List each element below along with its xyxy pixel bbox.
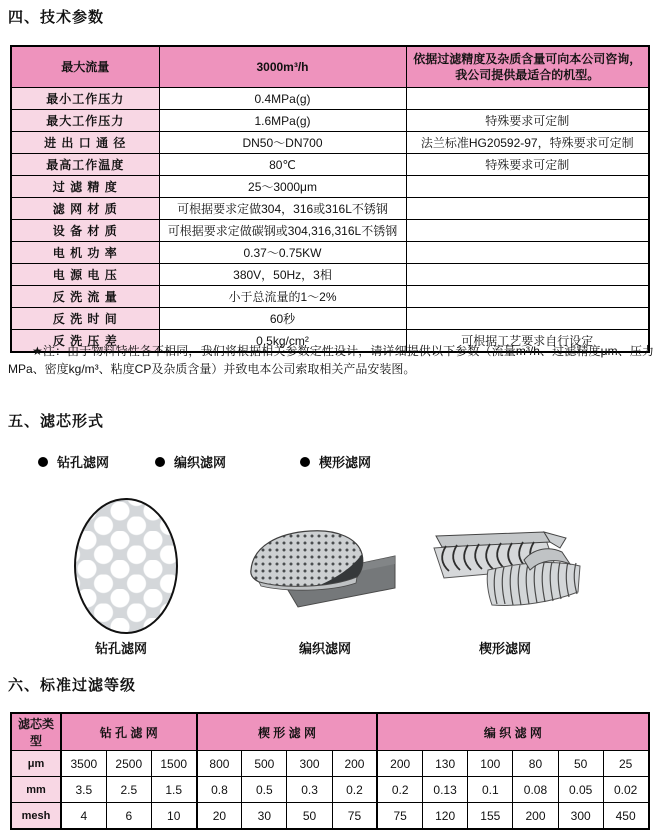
tech-table-row [11, 154, 649, 176]
param-label-cell: 电 源 电 压 [11, 264, 159, 286]
grade-value-cell: 75 [377, 803, 422, 830]
tech-table-row [11, 264, 649, 286]
grade-value-cell: 30 [242, 803, 287, 830]
param-note-cell [406, 88, 649, 110]
param-value-cell: 1.6MPa(g) [159, 110, 406, 132]
section-title-tech-params: 四、技术参数 [8, 9, 105, 26]
image-caption-wedge: 楔形滤网 [478, 641, 531, 656]
param-note-cell [406, 264, 649, 286]
tech-table-row [11, 286, 649, 308]
tech-header-row [11, 46, 649, 88]
param-note-cell: 特殊要求可定制 [406, 154, 649, 176]
drilled-screen-image [74, 498, 178, 634]
grade-value-cell: 0.3 [287, 777, 332, 803]
param-value-cell: DN50～DN700 [159, 132, 406, 154]
param-value-cell: 可根据要求定做304，316或316L不锈钢 [159, 198, 406, 220]
filtration-grade-table [10, 712, 650, 830]
param-note-cell [406, 220, 649, 242]
grade-value-cell: 200 [513, 803, 558, 830]
grade-value-cell: 1.5 [151, 777, 196, 803]
grade-value-cell: 300 [287, 751, 332, 777]
param-value-cell: 0.5kg/cm² [159, 330, 406, 353]
grade-value-cell: 0.13 [423, 777, 468, 803]
grade-value-cell: 25 [603, 751, 648, 777]
grade-group-header: 钻 孔 滤 网 [61, 713, 197, 751]
param-label-cell: 反 洗 流 量 [11, 286, 159, 308]
param-value-cell: 60秒 [159, 308, 406, 330]
grade-value-cell: 500 [242, 751, 287, 777]
grade-value-cell: 3500 [61, 751, 106, 777]
param-note-cell: 法兰标准HG20592-97，特殊要求可定制 [406, 132, 649, 154]
grade-value-cell: 0.2 [332, 777, 377, 803]
grade-value-cell: 2500 [106, 751, 151, 777]
param-label-cell: 最高工作温度 [11, 154, 159, 176]
tech-header-value: 3000m³/h [159, 46, 406, 88]
param-note-cell [406, 176, 649, 198]
section-title-filtration-grades: 六、标准过滤等级 [8, 677, 137, 694]
param-note-cell [406, 198, 649, 220]
grade-table-row [11, 803, 649, 830]
tech-table-row [11, 220, 649, 242]
grade-value-cell: 3.5 [61, 777, 106, 803]
grade-value-cell: 155 [468, 803, 513, 830]
param-label-cell: 滤 网 材 质 [11, 198, 159, 220]
tech-table-row [11, 132, 649, 154]
tech-table-body [11, 88, 649, 353]
grade-value-cell: 0.1 [468, 777, 513, 803]
image-caption-drilled: 钻孔滤网 [94, 641, 147, 656]
grade-value-cell: 120 [423, 803, 468, 830]
param-note-cell: 可根据工艺要求自行设定 [406, 330, 649, 353]
grade-value-cell: 800 [197, 751, 242, 777]
filter-type-bullet-wedge [300, 452, 371, 471]
param-label-cell: 最小工作压力 [11, 88, 159, 110]
grade-value-cell: 130 [423, 751, 468, 777]
param-label-cell: 最大工作压力 [11, 110, 159, 132]
grade-value-cell: 2.5 [106, 777, 151, 803]
param-label-cell: 反 洗 压 差 [11, 330, 159, 353]
bullet-icon [155, 457, 165, 467]
tech-table-row [11, 110, 649, 132]
param-note-cell [406, 308, 649, 330]
param-label-cell: 电 机 功 率 [11, 242, 159, 264]
grade-value-cell: 80 [513, 751, 558, 777]
grade-group-header: 楔 形 滤 网 [197, 713, 378, 751]
bullet-icon [300, 457, 310, 467]
grade-value-cell: 20 [197, 803, 242, 830]
wedge-screen-image [428, 522, 586, 610]
grade-corner-cell: 滤芯类型 [11, 713, 61, 751]
bullet-label: 编织滤网 [174, 455, 227, 470]
image-caption-woven: 编织滤网 [298, 641, 351, 656]
grade-value-cell: 0.2 [377, 777, 422, 803]
tech-table-row [11, 242, 649, 264]
grade-value-cell: 1500 [151, 751, 196, 777]
param-value-cell: 可根据要求定做碳钢或304,316,316L不锈钢 [159, 220, 406, 242]
grade-value-cell: 50 [558, 751, 603, 777]
param-label-cell: 设 备 材 质 [11, 220, 159, 242]
tech-header-note: 依据过滤精度及杂质含量可向本公司咨询，我公司提供最适合的机型。 [406, 46, 649, 88]
param-label-cell: 过 滤 精 度 [11, 176, 159, 198]
param-value-cell: 小于总流量的1～2% [159, 286, 406, 308]
tech-table-row [11, 198, 649, 220]
grade-table-row [11, 777, 649, 803]
grade-value-cell: 6 [106, 803, 151, 830]
grade-value-cell: 75 [332, 803, 377, 830]
grade-header-row [11, 713, 649, 751]
bullet-label: 钻孔滤网 [57, 455, 110, 470]
tech-table-row [11, 308, 649, 330]
grade-value-cell: 4 [61, 803, 106, 830]
tech-table-row [11, 176, 649, 198]
grade-group-header: 编 织 滤 网 [377, 713, 648, 751]
bullet-icon [38, 457, 48, 467]
grade-value-cell: 200 [332, 751, 377, 777]
param-note-cell: 特殊要求可定制 [406, 110, 649, 132]
tech-params-table [10, 45, 650, 353]
grade-unit-cell: mm [11, 777, 61, 803]
param-note-cell [406, 286, 649, 308]
grade-unit-cell: μm [11, 751, 61, 777]
param-label-cell: 反 洗 时 间 [11, 308, 159, 330]
grade-value-cell: 0.08 [513, 777, 558, 803]
bullet-label: 楔形滤网 [319, 455, 372, 470]
filter-type-bullet-woven [155, 452, 226, 471]
param-value-cell: 0.4MPa(g) [159, 88, 406, 110]
grade-table-row [11, 751, 649, 777]
grade-value-cell: 0.8 [197, 777, 242, 803]
param-value-cell: 25～3000μm [159, 176, 406, 198]
grade-value-cell: 50 [287, 803, 332, 830]
woven-screen-image [246, 526, 398, 610]
tech-header-label: 最大流量 [11, 46, 159, 88]
grade-unit-cell: mesh [11, 803, 61, 830]
param-value-cell: 80℃ [159, 154, 406, 176]
grade-value-cell: 10 [151, 803, 196, 830]
footnote: ★注：由于物料特性各不相同，我们将根据相关参数定性设计，请详细提供以下参数（流量m³/h、过滤精度μm、压力MPa、密度kg/m³、粘度CP及杂质含量）并致电本公司索取相关产品安装图。 [8, 344, 654, 376]
tech-table-row [11, 88, 649, 110]
grade-value-cell: 300 [558, 803, 603, 830]
grade-value-cell: 200 [377, 751, 422, 777]
param-note-cell [406, 242, 649, 264]
grade-value-cell: 0.05 [558, 777, 603, 803]
section-title-filter-forms: 五、滤芯形式 [8, 413, 105, 430]
grade-value-cell: 100 [468, 751, 513, 777]
grade-value-cell: 0.5 [242, 777, 287, 803]
grade-value-cell: 450 [603, 803, 648, 830]
grade-table-body [11, 751, 649, 830]
param-value-cell: 380V，50Hz，3相 [159, 264, 406, 286]
param-value-cell: 0.37～0.75KW [159, 242, 406, 264]
filter-type-bullet-drilled [38, 452, 109, 471]
grade-value-cell: 0.02 [603, 777, 648, 803]
param-label-cell: 进 出 口 通 径 [11, 132, 159, 154]
